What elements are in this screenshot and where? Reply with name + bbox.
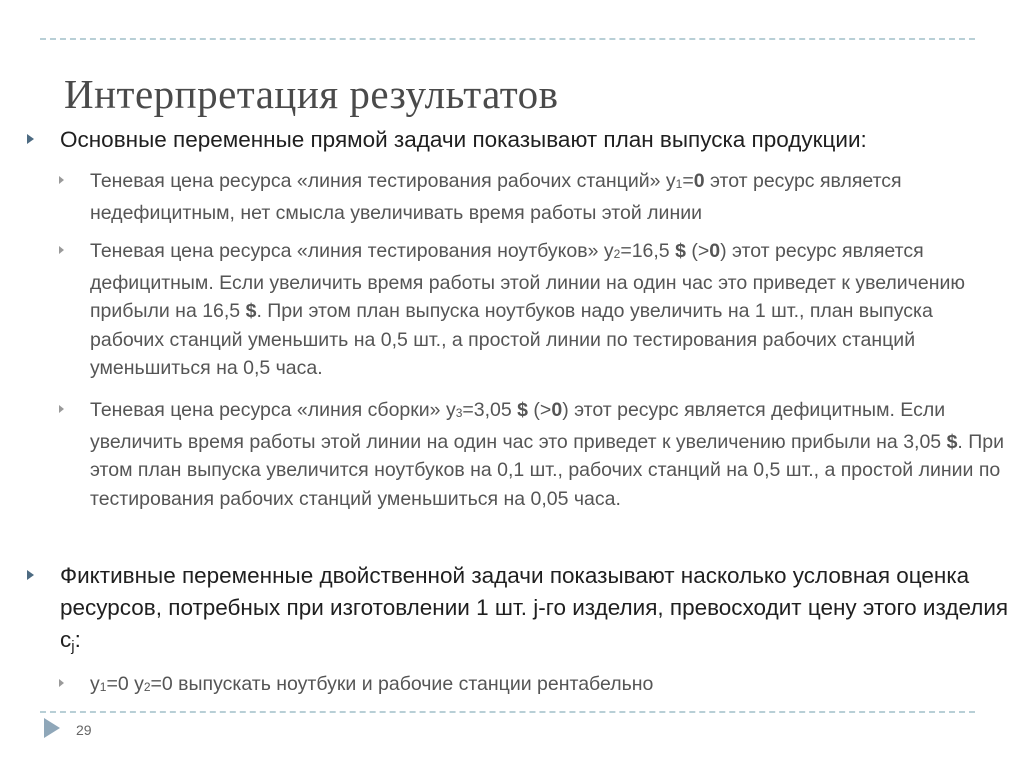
subscript: 1 <box>675 177 683 191</box>
value-zero: 0 <box>551 399 563 421</box>
currency-sign: $ <box>946 430 958 453</box>
subscript: 3 <box>455 406 463 420</box>
sub-bullet-laptop-line <box>90 237 1005 383</box>
currency-sign: $ <box>675 240 686 262</box>
sub-bullet-rest: этот ресурс является недефицитным, нет смысла увеличивать время работы этой линии <box>90 170 902 224</box>
footer-arrow-icon <box>44 718 60 738</box>
sub-bullet-arrow-icon <box>59 176 64 184</box>
slide-number: 29 <box>76 722 92 738</box>
bullet-text: Основные переменные прямой задачи показывают план выпуска продукции: <box>60 127 867 152</box>
equals-value: =16,5 <box>620 240 676 262</box>
sub-bullet-workstation-line <box>90 167 1005 227</box>
value-zero: 0 <box>709 240 721 262</box>
var-y: y <box>134 673 144 695</box>
bullet-arrow-icon <box>27 134 34 144</box>
equals: = <box>682 170 694 192</box>
sub-bullet-profitable <box>90 670 1005 702</box>
var-y: y <box>90 673 100 695</box>
bullet-text: Фиктивные переменные двойственной задачи показывают насколько условная оценка ресурсов, потребных при изготовлении 1 шт. j-го изделия, превосходит цену этого изделия c <box>60 563 1009 652</box>
sub-bullet-lead: Теневая цена ресурса «линия тестирования рабочих станций» y <box>90 170 676 192</box>
sub-bullet-rest: . При этом план выпуска ноутбуков надо увеличить на 1 шт., план выпуска рабочих станций уменьшить на 0,5 шт., а простой линии по тестирования рабочих станций уменьшиться на 0,5 часа. <box>90 300 933 379</box>
bottom-dashed-rule <box>40 711 975 713</box>
paren-close: ) <box>562 399 569 421</box>
top-dashed-rule <box>40 38 975 40</box>
subscript: 1 <box>99 680 107 694</box>
subscript: 2 <box>613 247 621 261</box>
value-zero: 0 <box>693 170 705 192</box>
sub-bullet-arrow-icon <box>59 405 64 413</box>
sub-bullet-mid: этот ресурс является дефицитным. Если увеличить время работы этой линии на один час это приведет к увеличению прибыли на 3,05 <box>90 399 947 453</box>
sub-bullet-lead: Теневая цена ресурса «линия тестирования ноутбуков» y <box>90 240 614 262</box>
equals-value: =0 <box>106 673 135 695</box>
subscript: j <box>71 638 75 655</box>
paren-open: (> <box>528 399 552 421</box>
paren-open: (> <box>685 240 710 262</box>
currency-sign: $ <box>245 300 257 322</box>
bullet-dual-variables <box>60 560 1010 663</box>
sub-bullet-arrow-icon <box>59 679 64 687</box>
sub-bullet-assembly-line <box>90 396 1005 513</box>
slide-title: Интерпретация результатов <box>64 71 559 117</box>
bullet-tail: : <box>74 627 81 652</box>
sub-bullet-rest: =0 выпускать ноутбуки и рабочие станции рентабельно <box>150 673 654 695</box>
paren-close: ) <box>720 240 727 262</box>
sub-bullet-lead: Теневая цена ресурса «линия сборки» y <box>90 399 456 421</box>
bullet-arrow-icon <box>27 570 34 580</box>
equals-value: =3,05 <box>462 399 518 421</box>
subscript: 2 <box>143 680 151 694</box>
currency-sign: $ <box>517 399 529 421</box>
bullet-primary-variables <box>60 124 1010 156</box>
sub-bullet-rest: . При этом план выпуска увеличится ноутбуков на 0,1 шт., рабочих станций на 0,5 шт., а простой линии по тестирования рабочих станций уменьшиться на 0,05 часа. <box>90 430 1005 510</box>
sub-bullet-arrow-icon <box>59 246 64 254</box>
sub-bullet-mid: этот ресурс является дефицитным. Если увеличить время работы этой линии на один час это приведет к увеличению прибыли на 16,5 <box>90 240 965 322</box>
